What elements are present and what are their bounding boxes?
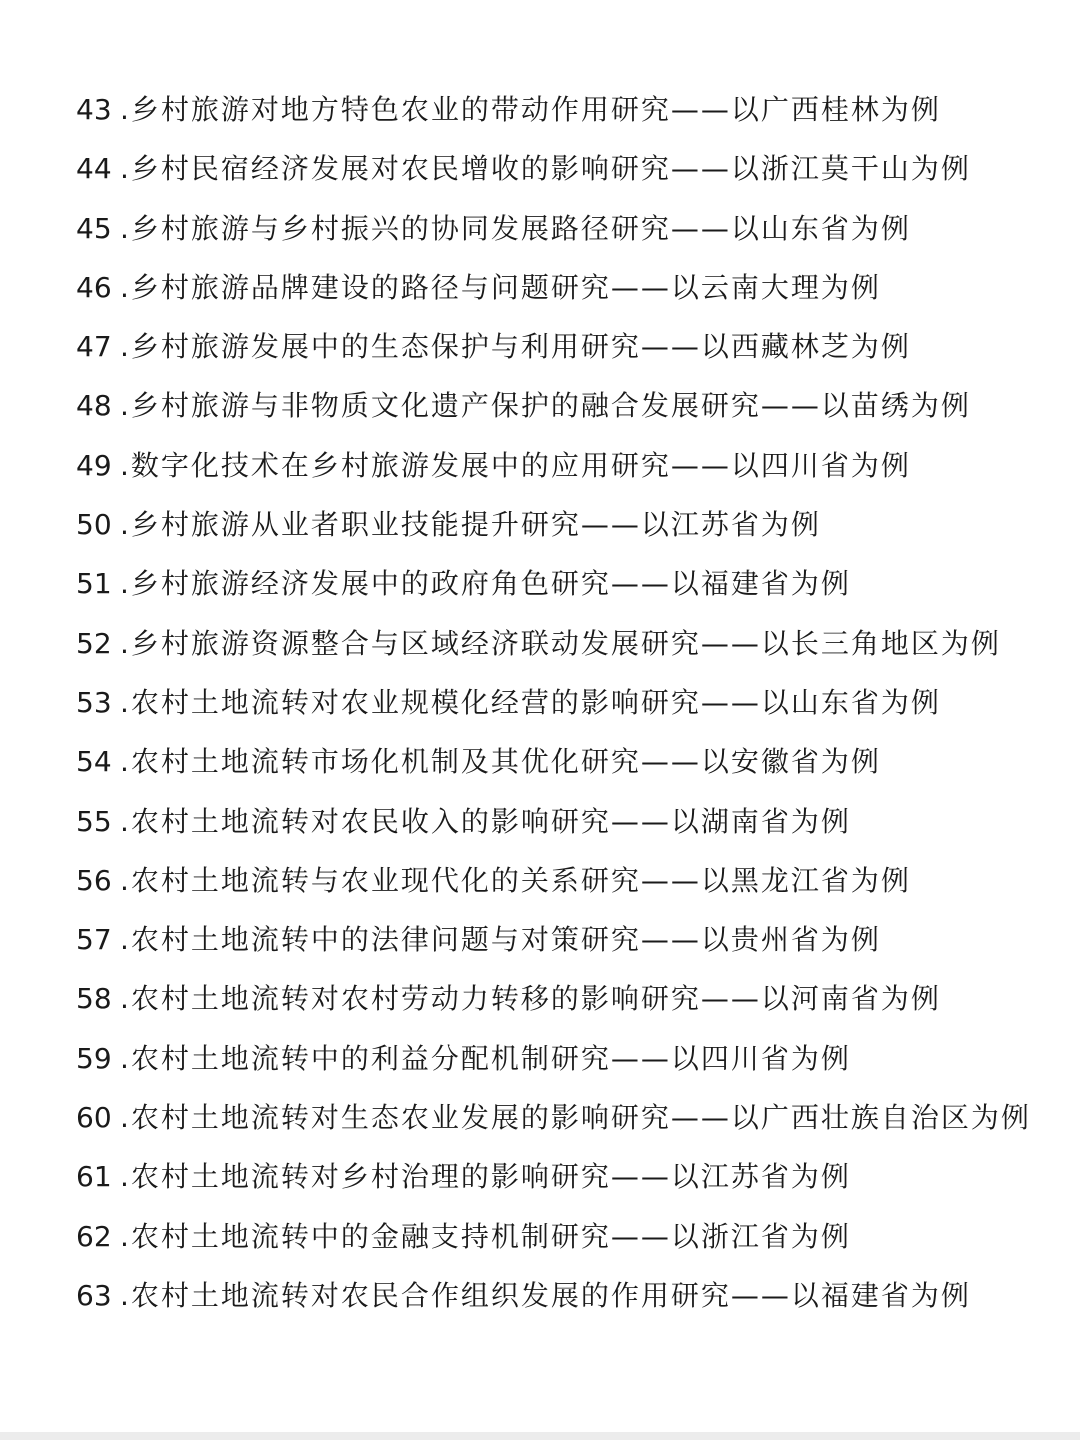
list-item: 58 . 农村土地流转对农村劳动力转移的影响研究——以河南省为例 (76, 969, 1036, 1028)
item-title: 乡村旅游发展中的生态保护与利用研究——以西藏林芝为例 (130, 330, 911, 364)
list-item: 55 . 农村土地流转对农民收入的影响研究——以湖南省为例 (76, 792, 1036, 851)
item-title: 农村土地流转对农村劳动力转移的影响研究——以河南省为例 (130, 982, 941, 1016)
item-title: 农村土地流转市场化机制及其优化研究——以安徽省为例 (130, 745, 881, 779)
list-item: 44 . 乡村民宿经济发展对农民增收的影响研究——以浙江莫干山为例 (76, 139, 1036, 198)
item-title: 乡村旅游品牌建设的路径与问题研究——以云南大理为例 (130, 270, 881, 304)
item-number: 58 (76, 982, 112, 1016)
list-item: 54 . 农村土地流转市场化机制及其优化研究——以安徽省为例 (76, 732, 1036, 791)
item-title: 农村土地流转对农民收入的影响研究——以湖南省为例 (130, 804, 851, 838)
list-item: 53 . 农村土地流转对农业规模化经营的影响研究——以山东省为例 (76, 673, 1036, 732)
item-title: 乡村旅游经济发展中的政府角色研究——以福建省为例 (130, 567, 851, 601)
list-item: 46 . 乡村旅游品牌建设的路径与问题研究——以云南大理为例 (76, 258, 1036, 317)
item-title: 农村土地流转对农业规模化经营的影响研究——以山东省为例 (130, 685, 941, 719)
item-number: 43 (76, 93, 112, 126)
list-item: 43 . 乡村旅游对地方特色农业的带动作用研究——以广西桂林为例 (76, 80, 1036, 139)
item-title: 农村土地流转中的利益分配机制研究——以四川省为例 (130, 1041, 851, 1075)
item-number: 48 (76, 389, 112, 423)
list-item: 47 . 乡村旅游发展中的生态保护与利用研究——以西藏林芝为例 (76, 317, 1036, 376)
list-item: 60 . 农村土地流转对生态农业发展的影响研究——以广西壮族自治区为例 (76, 1088, 1036, 1147)
list-item: 59 . 农村土地流转中的利益分配机制研究——以四川省为例 (76, 1029, 1036, 1088)
item-number: 62 (76, 1219, 112, 1253)
bottom-divider (0, 1432, 1080, 1440)
item-title: 农村土地流转与农业现代化的关系研究——以黑龙江省为例 (130, 863, 911, 897)
item-title: 农村土地流转对乡村治理的影响研究——以江苏省为例 (130, 1160, 851, 1194)
item-title: 农村土地流转对农民合作组织发展的作用研究——以福建省为例 (130, 1278, 971, 1312)
list-item: 45 . 乡村旅游与乡村振兴的协同发展路径研究——以山东省为例 (76, 199, 1036, 258)
item-title: 数字化技术在乡村旅游发展中的应用研究——以四川省为例 (130, 448, 911, 482)
list-item: 50 . 乡村旅游从业者职业技能提升研究——以江苏省为例 (76, 495, 1036, 554)
item-number: 47 (76, 330, 112, 364)
list-item: 51 . 乡村旅游经济发展中的政府角色研究——以福建省为例 (76, 554, 1036, 613)
list-item: 56 . 农村土地流转与农业现代化的关系研究——以黑龙江省为例 (76, 851, 1036, 910)
research-topic-list (76, 80, 1036, 1325)
item-number: 57 (76, 923, 112, 957)
item-title: 乡村旅游与非物质文化遗产保护的融合发展研究——以苗绣为例 (130, 389, 971, 423)
item-title: 农村土地流转中的法律问题与对策研究——以贵州省为例 (130, 923, 881, 957)
item-title: 乡村民宿经济发展对农民增收的影响研究——以浙江莫干山为例 (130, 152, 971, 186)
item-title: 农村土地流转中的金融支持机制研究——以浙江省为例 (130, 1219, 851, 1253)
item-number: 44 (76, 152, 112, 186)
item-title: 农村土地流转对生态农业发展的影响研究——以广西壮族自治区为例 (130, 1101, 1031, 1135)
list-item: 61 . 农村土地流转对乡村治理的影响研究——以江苏省为例 (76, 1147, 1036, 1206)
list-item: 49 . 数字化技术在乡村旅游发展中的应用研究——以四川省为例 (76, 436, 1036, 495)
item-title: 乡村旅游资源整合与区域经济联动发展研究——以长三角地区为例 (130, 626, 1001, 660)
item-number: 53 (76, 685, 112, 719)
item-number: 56 (76, 863, 112, 897)
list-item: 62 . 农村土地流转中的金融支持机制研究——以浙江省为例 (76, 1207, 1036, 1266)
item-title: 乡村旅游对地方特色农业的带动作用研究——以广西桂林为例 (130, 93, 941, 126)
item-number: 45 (76, 211, 112, 245)
item-number: 61 (76, 1160, 112, 1194)
list-item: 52 . 乡村旅游资源整合与区域经济联动发展研究——以长三角地区为例 (76, 614, 1036, 673)
item-number: 46 (76, 270, 112, 304)
list-item: 63 . 农村土地流转对农民合作组织发展的作用研究——以福建省为例 (76, 1266, 1036, 1325)
item-number: 54 (76, 745, 112, 779)
item-title: 乡村旅游从业者职业技能提升研究——以江苏省为例 (130, 508, 821, 542)
item-number: 49 (76, 448, 112, 482)
item-number: 50 (76, 508, 112, 542)
item-number: 60 (76, 1101, 112, 1135)
item-number: 52 (76, 626, 112, 660)
item-number: 55 (76, 804, 112, 838)
list-item: 57 . 农村土地流转中的法律问题与对策研究——以贵州省为例 (76, 910, 1036, 969)
item-number: 63 (76, 1278, 112, 1312)
item-number: 59 (76, 1041, 112, 1075)
item-title: 乡村旅游与乡村振兴的协同发展路径研究——以山东省为例 (130, 211, 911, 245)
item-number: 51 (76, 567, 112, 601)
list-item: 48 . 乡村旅游与非物质文化遗产保护的融合发展研究——以苗绣为例 (76, 376, 1036, 435)
